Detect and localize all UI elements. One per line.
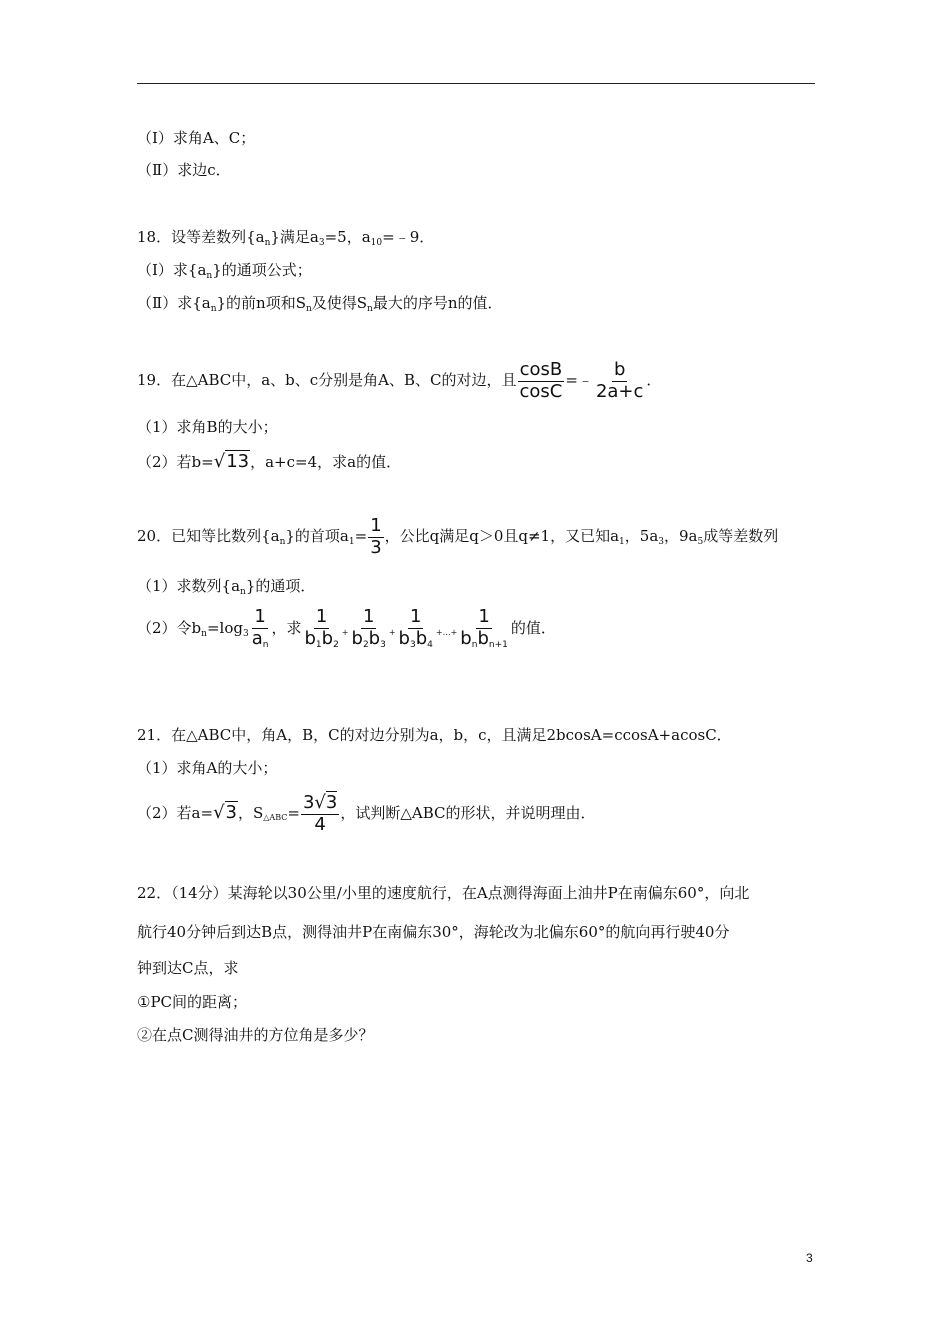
q20-fraction-bnbn1: $\frac{1}{b_nb_{n+1}}$	[460, 605, 508, 650]
q17-part1: （Ⅰ）求角A、C；	[137, 129, 256, 147]
q21-stem: 21．在△ABC中，角A，B，C的对边分别为a，b，c，且满足2bcosA=ccosA+acosC．	[137, 726, 732, 744]
q19-fraction-b: $\frac{b}{2a+c}$	[595, 358, 644, 402]
q19-sqrt: √13	[213, 451, 250, 472]
q19-part2: （2）若b=√13，a+c=4，求a的值．	[137, 451, 402, 472]
q20-stem: 20．已知等比数列$\{a_n\}$的首项$a_1=$ $\frac{1}{3}$ ，公比q满足q＞0且q≠1，又已知$a_1$，$5a_3$，$9a_5$成等差数列	[137, 514, 779, 558]
q21-fraction-area: $\frac{3√3}{4}$	[302, 791, 338, 835]
q22-question1: ①PC间的距离；	[137, 993, 248, 1011]
q20-fraction-b3b4: $\frac{1}{b_3b_4}$	[398, 605, 433, 650]
q20-fraction-bn: $\frac{1}{a_n}$	[251, 605, 269, 650]
q18-stem: 18．设等差数列$\{a_n\}$满足$a_3=5$，$a_{10}=﹣9$．	[137, 228, 435, 248]
q22-question2: ②在点C测得油井的方位角是多少？	[137, 1026, 374, 1044]
q20-part1: （1）求数列$\{a_n\}$的通项．	[137, 577, 316, 597]
q20-part2: （2）令$b_n=\log_3$ $\frac{1}{a_n}$ ，求 $\frac{1}{b_1b_2}$ + $\frac{1}{b_2b_3}$ + $\frac{1}{b_3b_4}$ +…+ $\frac{1}{b_nb_{n+1}}$ 的值．	[137, 605, 556, 650]
q17-part2: （Ⅱ）求边c．	[137, 161, 231, 179]
q19-part1: （1）求角B的大小；	[137, 418, 278, 436]
q22-line2: 航行40分钟后到达B点，测得油井P在南偏东30°，海轮改为北偏东60°的航向再行驶40分	[137, 923, 730, 941]
q19-fraction-cos: $\frac{\cos B}{\cos C}$	[519, 358, 563, 402]
q18-part2: （Ⅱ）求$\{a_n\}$的前n项和$S_n$及使得$S_n$最大的序号n的值．	[137, 294, 503, 314]
q21-part1: （1）求角A的大小；	[137, 759, 278, 777]
q22-line1: 22．（14分）某海轮以30公里/小里的速度航行，在A点测得海面上油井P在南偏东60°，向北	[137, 884, 750, 902]
q21-sqrt: √3	[213, 802, 237, 823]
q20-fraction-b1b2: $\frac{1}{b_1b_2}$	[304, 605, 339, 650]
header-rule	[137, 83, 815, 84]
q22-line3: 钟到达C点，求	[137, 959, 239, 977]
q18-part1: （Ⅰ）求$\{a_n\}$的通项公式；	[137, 261, 312, 281]
q20-fraction-b2b3: $\frac{1}{b_2b_3}$	[351, 605, 386, 650]
page-number: 3	[806, 1251, 813, 1265]
q21-part2: （2）若a=√3，S△ABC= $\frac{3√3}{4}$ ，试判断△ABC的形状，并说明理由．	[137, 791, 596, 835]
q20-fraction-a1: $\frac{1}{3}$	[370, 514, 382, 558]
q19-stem: 19．在△ABC中，a、b、c分别是角A、B、C的对边，且 $\frac{\cos B}{\cos C}$ =﹣ $\frac{b}{2a+c}$ ．	[137, 358, 662, 402]
